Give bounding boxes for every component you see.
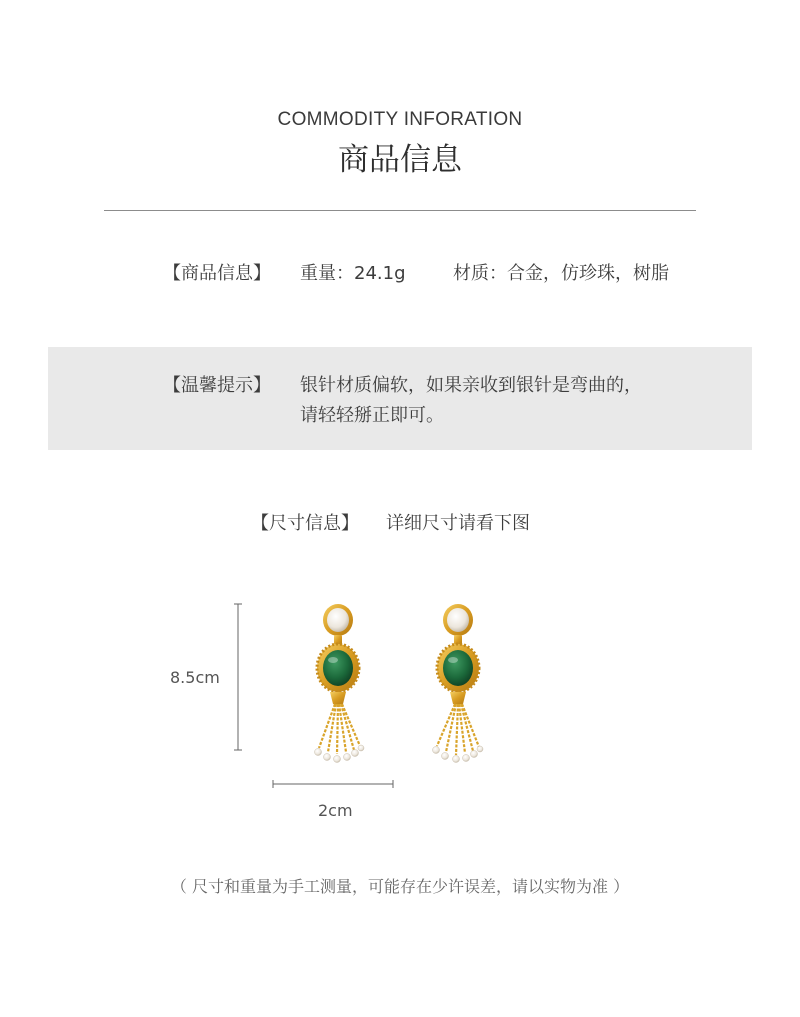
earring-right [423,602,493,768]
width-label: 2cm [318,801,353,820]
page-title: 商品信息 [338,142,462,178]
disclaimer-note: （ 尺寸和重量为手工测量，可能存在少许误差，请以实物为准 ） [170,877,630,896]
tip-line-1: 银针材质偏软，如果亲收到银针是弯曲的， [300,375,642,396]
page-title-english: COMMODITY INFORATION [277,109,523,130]
height-label: 8.5cm [170,668,220,687]
tip-label: 【温馨提示】 [163,375,271,396]
dimension-guides [0,590,800,800]
material-value: 材质：合金，仿珍珠，树脂 [453,263,669,284]
tip-panel [48,347,752,450]
earring-left [303,602,373,768]
divider [104,210,696,211]
weight-value: 重量：24.1g [300,263,406,284]
product-info-label: 【商品信息】 [163,263,271,284]
size-info-label: 【尺寸信息】 [251,513,359,534]
size-info-note: 详细尺寸请看下图 [386,513,530,534]
tip-line-2: 请轻轻掰正即可。 [300,405,444,426]
